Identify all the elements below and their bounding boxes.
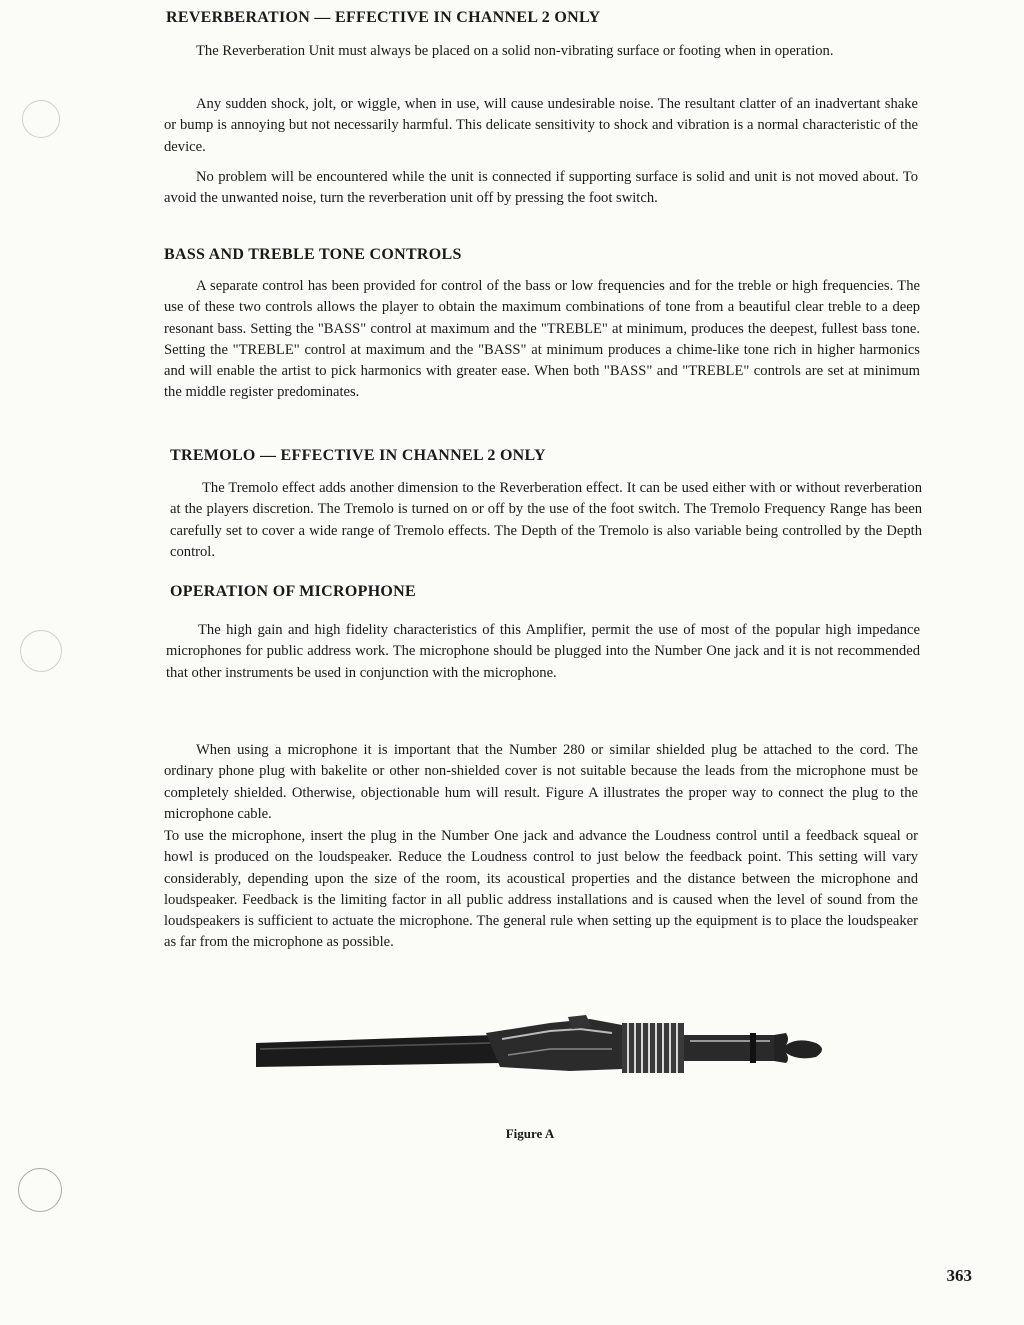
phone-plug-icon xyxy=(250,1015,830,1085)
microphone-heading: OPERATION OF MICROPHONE xyxy=(170,583,417,600)
page-number: 363 xyxy=(946,1266,972,1285)
tremolo-paragraph: The Tremolo effect adds another dimension to the Reverberation effect. It can be used either with or without reverberation at the players discretion. The Tremolo is turned on or off by the use of the foot switch. The Tremolo Frequency Range has been carefully set to cover a wide range of Tremolo effects. The Depth of the Tremolo is also variable being controlled by the Depth control. xyxy=(170,480,922,560)
figure-caption: Figure A xyxy=(505,1126,555,1141)
binder-hole-bottom xyxy=(18,1168,62,1212)
tremolo-heading: TREMOLO — EFFECTIVE IN CHANNEL 2 ONLY xyxy=(170,447,546,464)
bass-treble-heading: BASS AND TREBLE TONE CONTROLS xyxy=(164,246,462,263)
binder-hole-top xyxy=(22,100,60,138)
reverberation-paragraph-1: The Reverberation Unit must always be placed on a solid non-vibrating surface or footing when in operation. xyxy=(196,43,834,59)
reverberation-paragraph-2: Any sudden shock, jolt, or wiggle, when in use, will cause undesirable noise. The resultant clatter of an inadvertant shake or bump is annoying but not necessarily harmful. This delicate sensitivity to shock and vibration is a normal characteristic of the device. xyxy=(164,96,918,155)
microphone-paragraph-3: To use the microphone, insert the plug in the Number One jack and advance the Loudness control until a feedback squeal or howl is produced on the loudspeaker. Reduce the Loudness control to just below the feedback point. This setting will vary considerably, depending upon the size of the room, its acoustical properties and the distance between the microphone and loudspeaker. Feedback is the limiting factor in all public address installations and is caused when the level of sound from the loudspeakers is sufficient to actuate the microphone. The general rule when setting up the equipment is to place the loudspeaker as far from the microphone as possible. xyxy=(164,828,918,951)
microphone-paragraph-1: The high gain and high fidelity characteristics of this Amplifier, permit the use of most of the popular high impedance microphones for public address work. The microphone should be plugged into the Number One jack and it is not recommended that other instruments be used in conjunction with the microphone. xyxy=(166,622,920,681)
microphone-paragraph-2: When using a microphone it is important that the Number 280 or similar shielded plug be attached to the cord. The ordinary phone plug with bakelite or other non-shielded cover is not suitable because the leads from the microphone must be completely shielded. Otherwise, objectionable hum will result. Figure A illustrates the proper way to connect the plug to the microphone cable. xyxy=(164,742,918,822)
reverberation-heading: REVERBERATION — EFFECTIVE IN CHANNEL 2 ONLY xyxy=(166,9,601,26)
binder-hole-middle xyxy=(20,630,62,672)
reverberation-paragraph-3: No problem will be encountered while the unit is connected if supporting surface is solid and unit is not moved about. To avoid the unwanted noise, turn the reverberation unit off by pressing the foot switch. xyxy=(164,169,918,207)
bass-treble-paragraph: A separate control has been provided for control of the bass or low frequencies and for the treble or high frequencies. The use of these two controls allows the player to obtain the maximum combinations of tone from a beautiful clear treble to a deep resonant bass. Setting the "BASS" control at maximum and the "TREBLE" at minimum, produces the deepest, fullest bass tone. Setting the "TREBLE" control at maximum and the "BASS" at minimum produces a chime-like tone rich in higher harmonics and will enable the artist to pick harmonics with greater ease. When both "BASS" and "TREBLE" controls are set at minimum the middle register predominates. xyxy=(164,278,920,401)
